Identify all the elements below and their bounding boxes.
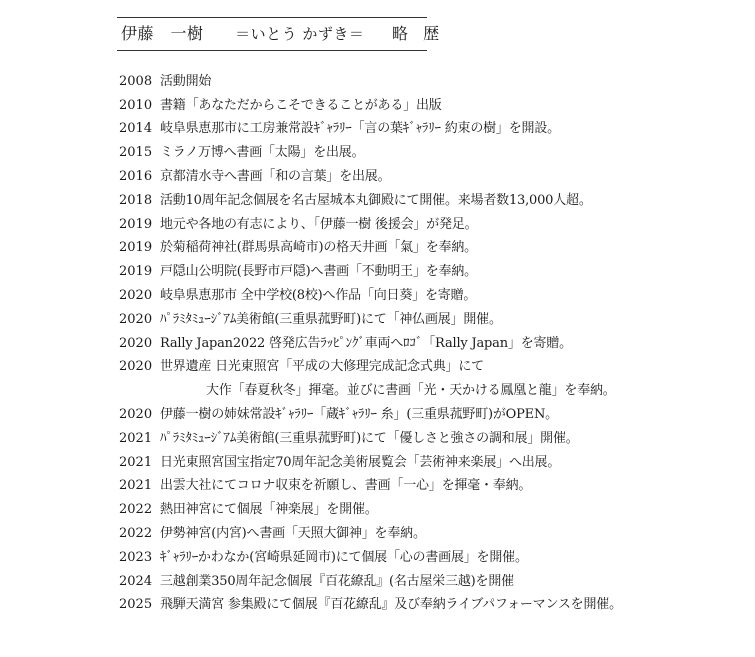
history-entry [119,427,622,451]
entry-year: 2019 [119,264,153,280]
header-bottom-rule [117,50,427,51]
history-entry [119,356,622,380]
history-entry [119,94,622,118]
history-entry [119,70,622,94]
history-entry [119,118,622,142]
entry-text: 岐阜県恵那市 全中学校(8校)へ作品「向日葵」を寄贈。 [160,288,477,304]
entry-year: 2024 [119,573,153,589]
history-entry [119,403,622,427]
entry-text: ミラノ万博へ書画「太陽」を出展。 [160,145,365,161]
history-entry [119,522,622,546]
history-entry [119,141,622,165]
entry-year: 2016 [119,169,153,185]
name-reading: ＝いとう かずき＝ [235,25,365,43]
history-entry [119,308,622,332]
entry-text: 日光東照宮国宝指定70周年記念美術展覧会「芸術神来楽展」へ出展。 [160,454,561,470]
entry-year: 2020 [119,407,153,423]
entry-year: 2022 [119,502,153,518]
entry-year: 2018 [119,192,153,208]
entry-year: 2020 [119,288,153,304]
entry-text: 地元や各地の有志により、「伊藤一樹 後援会」が発足。 [160,216,478,232]
history-entry [119,284,622,308]
entry-year: 2019 [119,216,153,232]
entry-year: 2020 [119,359,153,375]
entry-text: 書籍「あなただからこそできることがある」出版 [160,97,442,113]
entry-text: 世界遺産 日光東照宮「平成の大修理完成記念式典」にて [160,359,484,375]
entry-text: 活動10周年記念個展を名古屋城本丸御殿にて開催。来場者数13,000人超。 [160,192,592,208]
entry-text: 熱田神宮にて個展「神楽展」を開催。 [160,502,378,518]
artist-name: 伊藤 一樹 [121,24,204,43]
entry-text: 三越創業350周年記念個展『百花繚乱』(名古屋栄三越)を開催 [160,573,514,589]
history-entry [119,213,622,237]
entry-year: 2020 [119,335,153,351]
entry-year: 2019 [119,240,153,256]
history-entry [119,237,622,261]
entry-text: 伊勢神宮(内宮)へ書画「天照大御神」を奉納。 [160,526,426,542]
entry-year: 2010 [119,97,153,113]
entry-text: Rally Japan2022 啓発広告ﾗｯﾋﾟﾝｸﾞ車両へﾛｺﾞ「Rally Japan」を寄贈。 [160,335,572,351]
entry-year: 2020 [119,311,153,327]
history-entry [119,570,622,594]
history-entry [119,475,622,499]
entry-year: 2014 [119,121,153,137]
history-list [119,70,622,617]
entry-year: 2021 [119,430,153,446]
history-entry [119,546,622,570]
section-title: 略 歴 [391,24,445,43]
history-entry [119,379,622,403]
header [121,23,444,45]
history-entry [119,260,622,284]
entry-text: 於菊稲荷神社(群馬県高崎市)の格天井画「氣」を奉納。 [160,240,477,256]
entry-text: 出雲大社にてコロナ収束を祈願し、書画「一心」を揮毫・奉納。 [160,478,532,494]
history-entry [119,594,622,618]
entry-year: 2022 [119,526,153,542]
history-entry [119,189,622,213]
entry-year: 2023 [119,549,153,565]
entry-text: 飛騨天満宮 参集殿にて個展『百花繚乱』及び奉納ライブパフォーマンスを開催。 [160,597,622,613]
entry-year: 2025 [119,597,153,613]
header-top-rule [117,17,427,18]
history-entry [119,165,622,189]
history-entry [119,498,622,522]
entry-text: 活動開始 [160,73,212,89]
entry-text: ﾊﾟﾗﾐﾀﾐｭｰｼﾞｱﾑ美術館(三重県菰野町)にて「優しさと強さの調和展」開催。 [160,430,579,446]
entry-year: 2008 [119,73,153,89]
entry-text: 京都清水寺へ書画「和の言葉」を出展。 [160,169,391,185]
entry-text: 岐阜県恵那市に工房兼常設ｷﾞｬﾗﾘｰ「言の葉ｷﾞｬﾗﾘｰ 約束の樹」を開設。 [160,121,560,137]
entry-text: ﾊﾟﾗﾐﾀﾐｭｰｼﾞｱﾑ美術館(三重県菰野町)にて「神仏画展」開催。 [160,311,502,327]
history-entry [119,332,622,356]
entry-year: 2021 [119,478,153,494]
entry-year: 2021 [119,454,153,470]
entry-year: 2015 [119,145,153,161]
entry-text: 大作「春夏秋冬」揮毫。並びに書画「光・天かける鳳凰と龍」を奉納。 [206,383,616,399]
entry-text: ｷﾞｬﾗﾘｰかわなか(宮崎県延岡市)にて個展「心の書画展」を開催。 [160,549,528,565]
history-entry [119,451,622,475]
entry-text: 伊藤一樹の姉妹常設ｷﾞｬﾗﾘｰ「蔵ｷﾞｬﾗﾘｰ 糸」(三重県菰野町)がOPEN。 [160,407,558,423]
entry-text: 戸隠山公明院(長野市戸隠)へ書画「不動明王」を奉納。 [160,264,477,280]
